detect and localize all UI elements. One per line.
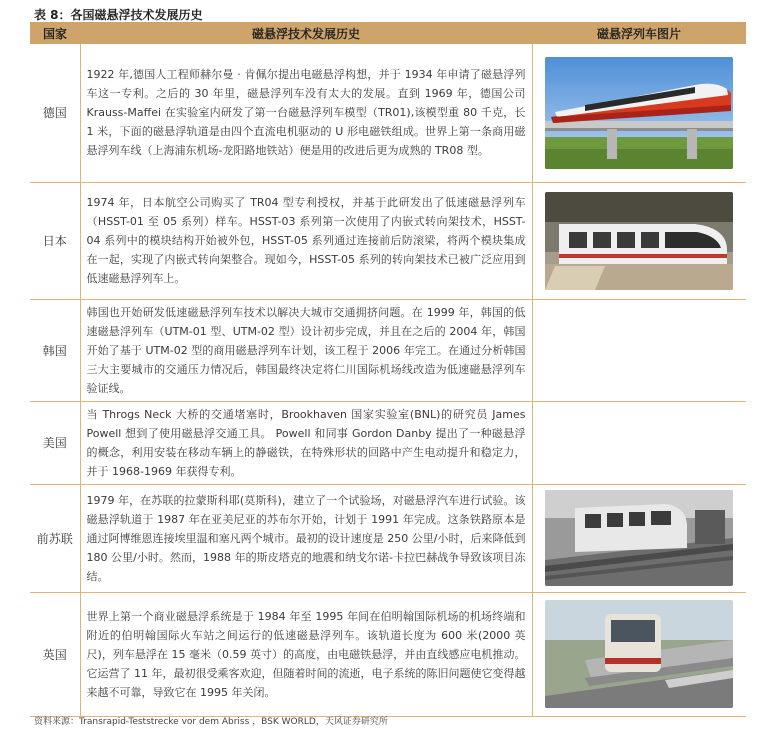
- photo-cell: [532, 484, 746, 592]
- history-cell: 1974 年，日本航空公司购买了 TR04 型专利授权，并基于此研发出了低速磁悬浮列车（HSST-01 至 05 系列）样车。HSST-03 系列第一次使用了内嵌式转向架技术，HSST-04 系列中的模块结构开始被外包，HSST-05 系列通过连接前后防滚梁，将两个模块集成在一起，实现了内嵌式转向架整合。现如今，HSST-05 系列的转向架技术已被广泛应用到低速磁悬浮列车上。: [80, 182, 532, 299]
- table-row-ussr: [30, 484, 746, 592]
- country-cell: 前苏联: [30, 484, 80, 592]
- country-cell: 美国: [30, 401, 80, 484]
- history-cell: 1922 年,德国人工程师赫尔曼 · 肯佩尔提出电磁悬浮构想，并于 1934 年申请了磁悬浮列车这一专利。之后的 30 年里，磁悬浮列车没有太大的发展。直到 1969 年，德国公司 Krauss-Maffei 在实验室内研发了第一台磁悬浮列车模型（TR01),该模型重 80 千克，长 1 米，下面的磁悬浮轨道是由四个直流电机驱动的 U 形电磁铁组成。世界上第一条商用磁悬浮列车线（上海浦东机场-龙阳路地铁站）便是用的改进后更为成熟的 TR08 型。: [80, 44, 532, 182]
- photo-cell: [532, 182, 746, 299]
- maglev-photo-japan: [545, 192, 733, 290]
- photo-cell: [532, 299, 746, 401]
- table-header-row: [30, 22, 746, 44]
- table-caption: 表 8：各国磁悬浮技术发展历史: [34, 8, 203, 22]
- maglev-photo-germany: [545, 57, 733, 169]
- photo-cell: [532, 401, 746, 484]
- history-table: [30, 22, 746, 717]
- history-cell: 1979 年，在苏联的拉蒙斯科耶(莫斯科)，建立了一个试验场，对磁悬浮汽车进行试验。该磁悬浮轨道于 1987 年在亚美尼亚的苏布尔开始，计划于 1991 年完成。这条铁路原本是通过阿博维恩连接埃里温和塞凡两个城市。最初的设计速度是 250 公里/小时，后来降低到 180 公里/小时。然而，1988 年的斯皮塔克的地震和纳戈尔诺-卡拉巴赫战争导致该项目冻结。: [80, 484, 532, 592]
- header-history: 磁悬浮技术发展历史: [80, 22, 532, 44]
- table-row-japan: [30, 182, 746, 299]
- country-cell: 英国: [30, 592, 80, 716]
- history-cell: 当 Throgs Neck 大桥的交通堵塞时，Brookhaven 国家实验室(BNL)的研究员 James Powell 想到了使用磁悬浮交通工具。 Powell 和同事 Gordon Danby 提出了一种磁悬浮的概念，利用安装在移动车辆上的静磁铁，在特殊形状的回路中产生电动提升和稳定力，并于 1968-1969 年获得专利。: [80, 401, 532, 484]
- table-row-usa: [30, 401, 746, 484]
- photo-cell: [532, 44, 746, 182]
- country-cell: 韩国: [30, 299, 80, 401]
- source-note: 资料来源：Transrapid-Teststrecke vor dem Abriss ，BSK WORLD，天风证券研究所: [34, 717, 388, 727]
- table-row-uk: [30, 592, 746, 716]
- header-country: 国家: [30, 22, 80, 44]
- history-cell: 韩国也开始研发低速磁悬浮列车技术以解决大城市交通拥挤问题。在 1999 年，韩国的低速磁悬浮列车（UTM-01 型、UTM-02 型）设计初步完成，并且在之后的 2004 年，韩国开始了基于 UTM-02 型的商用磁悬浮列车计划，该工程于 2006 年完工。在通过分析韩国三大主要城市的交通压力情况后，韩国最终决定将仁川国际机场线改造为低速磁悬浮列车验证线。: [80, 299, 532, 401]
- maglev-photo-uk: [545, 600, 733, 708]
- photo-cell: [532, 592, 746, 716]
- country-cell: 德国: [30, 44, 80, 182]
- table-row-germany: [30, 44, 746, 182]
- header-photo: 磁悬浮列车图片: [532, 22, 746, 44]
- table-row-korea: [30, 299, 746, 401]
- maglev-photo-ussr: [545, 490, 733, 586]
- history-cell: 世界上第一个商业磁悬浮系统是于 1984 年至 1995 年间在伯明翰国际机场的机场终端和附近的伯明翰国际火车站之间运行的低速磁悬浮列车。该轨道长度为 600 米(2000 英尺)，列车悬浮在 15 毫米（0.59 英寸）的高度，由电磁铁悬浮，并由直线感应电机推动。它运营了 11 年，最初很受乘客欢迎，但随着时间的流逝，电子系统的陈旧问题使它变得越来越不可靠，导致它在 1995 年关闭。: [80, 592, 532, 716]
- country-cell: 日本: [30, 182, 80, 299]
